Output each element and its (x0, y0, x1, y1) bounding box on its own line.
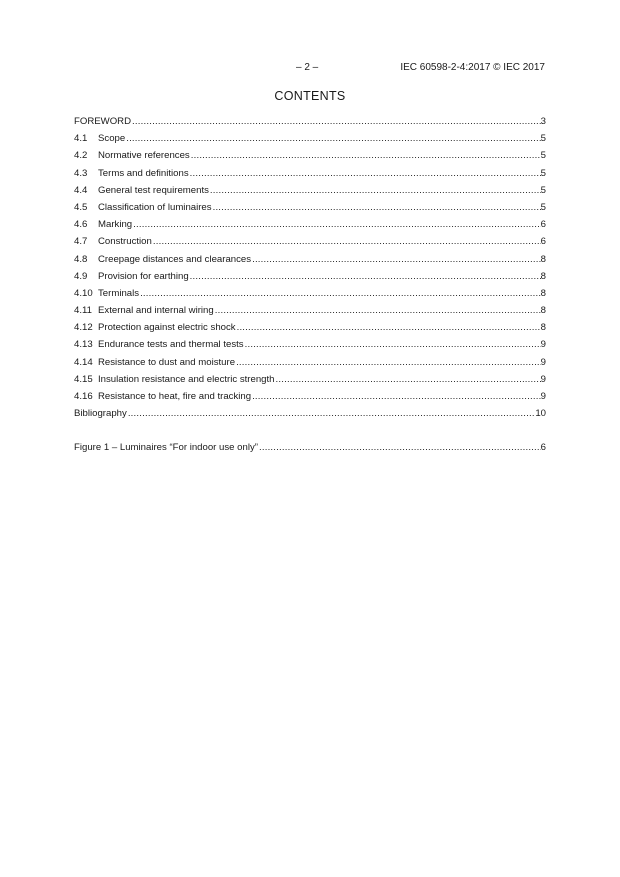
toc-entry-creepage-distances[interactable] (74, 251, 546, 268)
toc-entry-number: 4.5 (74, 201, 88, 213)
toc-entry-title: Classification of luminaires (98, 201, 212, 213)
toc-entry-page: 8 (540, 322, 546, 334)
dot-leader (126, 130, 540, 147)
toc-entry-number: 4.15 (74, 373, 93, 385)
running-header (0, 61, 620, 75)
toc-entry-title: Normative references (98, 150, 190, 162)
toc-entry-general-test-requirements[interactable] (74, 182, 546, 199)
toc-entry-title: Terms and definitions (98, 167, 189, 179)
dot-leader (259, 439, 541, 456)
toc-entry-page: 5 (540, 201, 546, 213)
dot-leader (132, 113, 541, 130)
toc-entry-title: Construction (98, 236, 152, 248)
toc-entry-title: Resistance to dust and moisture (98, 356, 236, 368)
toc-entry-construction[interactable] (74, 233, 546, 250)
toc-entry-page: 5 (540, 167, 546, 179)
dot-leader (237, 319, 541, 336)
toc-entry-normative-references[interactable] (74, 147, 546, 164)
dot-leader (140, 285, 541, 302)
toc-entry-page: 8 (540, 287, 546, 299)
toc-entry-page: 8 (540, 305, 546, 317)
dot-leader (215, 302, 541, 319)
toc-entry-number: 4.4 (74, 184, 88, 196)
toc-entry-title: External and internal wiring (98, 305, 214, 317)
dot-leader (276, 371, 541, 388)
toc-entry-number: 4.16 (74, 391, 93, 402)
toc-entry-page: 10 (535, 408, 546, 420)
toc-entry-bibliography[interactable] (74, 405, 546, 422)
toc-entry-page: 9 (540, 339, 546, 351)
dot-leader (252, 251, 541, 268)
toc-entry-number: 4.9 (74, 270, 88, 282)
toc-entry-provision-for-earthing[interactable] (74, 268, 546, 285)
toc-entry-page: 9 (540, 356, 546, 368)
toc-entry-title: Terminals (98, 287, 140, 299)
toc-entry-page: 8 (540, 253, 546, 265)
toc-entry-insulation-resistance[interactable] (74, 371, 546, 388)
dot-leader (190, 268, 541, 285)
toc-entry-foreword[interactable] (74, 113, 546, 130)
toc-entry-title: General test requirements (98, 184, 209, 196)
toc-entry-terminals[interactable] (74, 285, 546, 302)
toc-entry-page: 5 (540, 133, 546, 145)
toc-entry-title: Insulation resistance and electric strength (98, 373, 275, 385)
document-reference: IEC 60598-2-4:2017 © IEC 2017 (400, 62, 545, 73)
toc-figure-title: Figure 1 – Luminaires “For indoor use only” (74, 442, 258, 454)
toc-entry-page: 9 (540, 373, 546, 385)
page-number: – 2 – (296, 62, 319, 73)
dot-leader (153, 233, 541, 250)
toc-entry-number: 4.14 (74, 356, 93, 368)
toc-entry-number: 4.11 (74, 305, 92, 317)
toc-entry-page: 3 (540, 116, 546, 127)
toc-entry-number: 4.12 (74, 322, 93, 334)
toc-entry-protection-electric-shock[interactable] (74, 319, 546, 336)
toc-entry-page: 6 (540, 236, 546, 248)
toc-entry-page: 6 (540, 219, 546, 231)
toc-entry-page: 5 (540, 150, 546, 162)
toc-figure-page: 6 (540, 442, 546, 454)
contents-title: CONTENTS (274, 89, 346, 103)
dot-leader (133, 216, 541, 233)
toc-entry-page: 5 (540, 184, 546, 196)
toc-entry-number: 4.7 (74, 236, 88, 248)
toc-entry-title: Protection against electric shock (98, 322, 236, 334)
toc-entry-figure-1[interactable] (74, 439, 546, 456)
dot-leader (245, 336, 541, 353)
dot-leader (236, 354, 541, 371)
toc-entry-marking[interactable] (74, 216, 546, 233)
toc-entry-title: Marking (98, 219, 133, 231)
toc-entry-title: Provision for earthing (98, 270, 189, 282)
toc-entry-title: Creepage distances and clearances (98, 253, 252, 265)
toc-entry-heat-fire-tracking[interactable] (74, 388, 546, 405)
toc-entry-number: 4.6 (74, 219, 88, 231)
toc-entry-title: Endurance tests and thermal tests (98, 339, 244, 351)
dot-leader (210, 182, 541, 199)
toc-entry-number: 4.3 (74, 167, 88, 179)
toc-entry-number: 4.1 (74, 133, 88, 145)
toc-entry-title: FOREWORD (74, 116, 132, 127)
toc-entry-number: 4.8 (74, 253, 88, 265)
toc-entry-number: 4.10 (74, 287, 93, 299)
toc-entry-classification[interactable] (74, 199, 546, 216)
dot-leader (128, 405, 536, 422)
toc-entry-number: 4.2 (74, 150, 88, 162)
toc-entry-external-internal-wiring[interactable] (74, 302, 546, 319)
toc-entry-title: Scope (98, 133, 126, 145)
dot-leader (190, 165, 541, 182)
table-of-contents (74, 113, 546, 457)
dot-leader (252, 388, 541, 405)
toc-entry-endurance-thermal-tests[interactable] (74, 336, 546, 353)
toc-entry-title: Bibliography (74, 408, 127, 420)
toc-entry-dust-and-moisture[interactable] (74, 354, 546, 371)
toc-entry-number: 4.13 (74, 339, 93, 351)
toc-entry-page: 9 (540, 391, 546, 402)
toc-entry-title: Resistance to heat, fire and tracking (98, 391, 252, 402)
toc-entry-terms-and-definitions[interactable] (74, 165, 546, 182)
toc-entry-scope[interactable] (74, 130, 546, 147)
dot-leader (191, 147, 541, 164)
toc-entry-page: 8 (540, 270, 546, 282)
dot-leader (213, 199, 541, 216)
